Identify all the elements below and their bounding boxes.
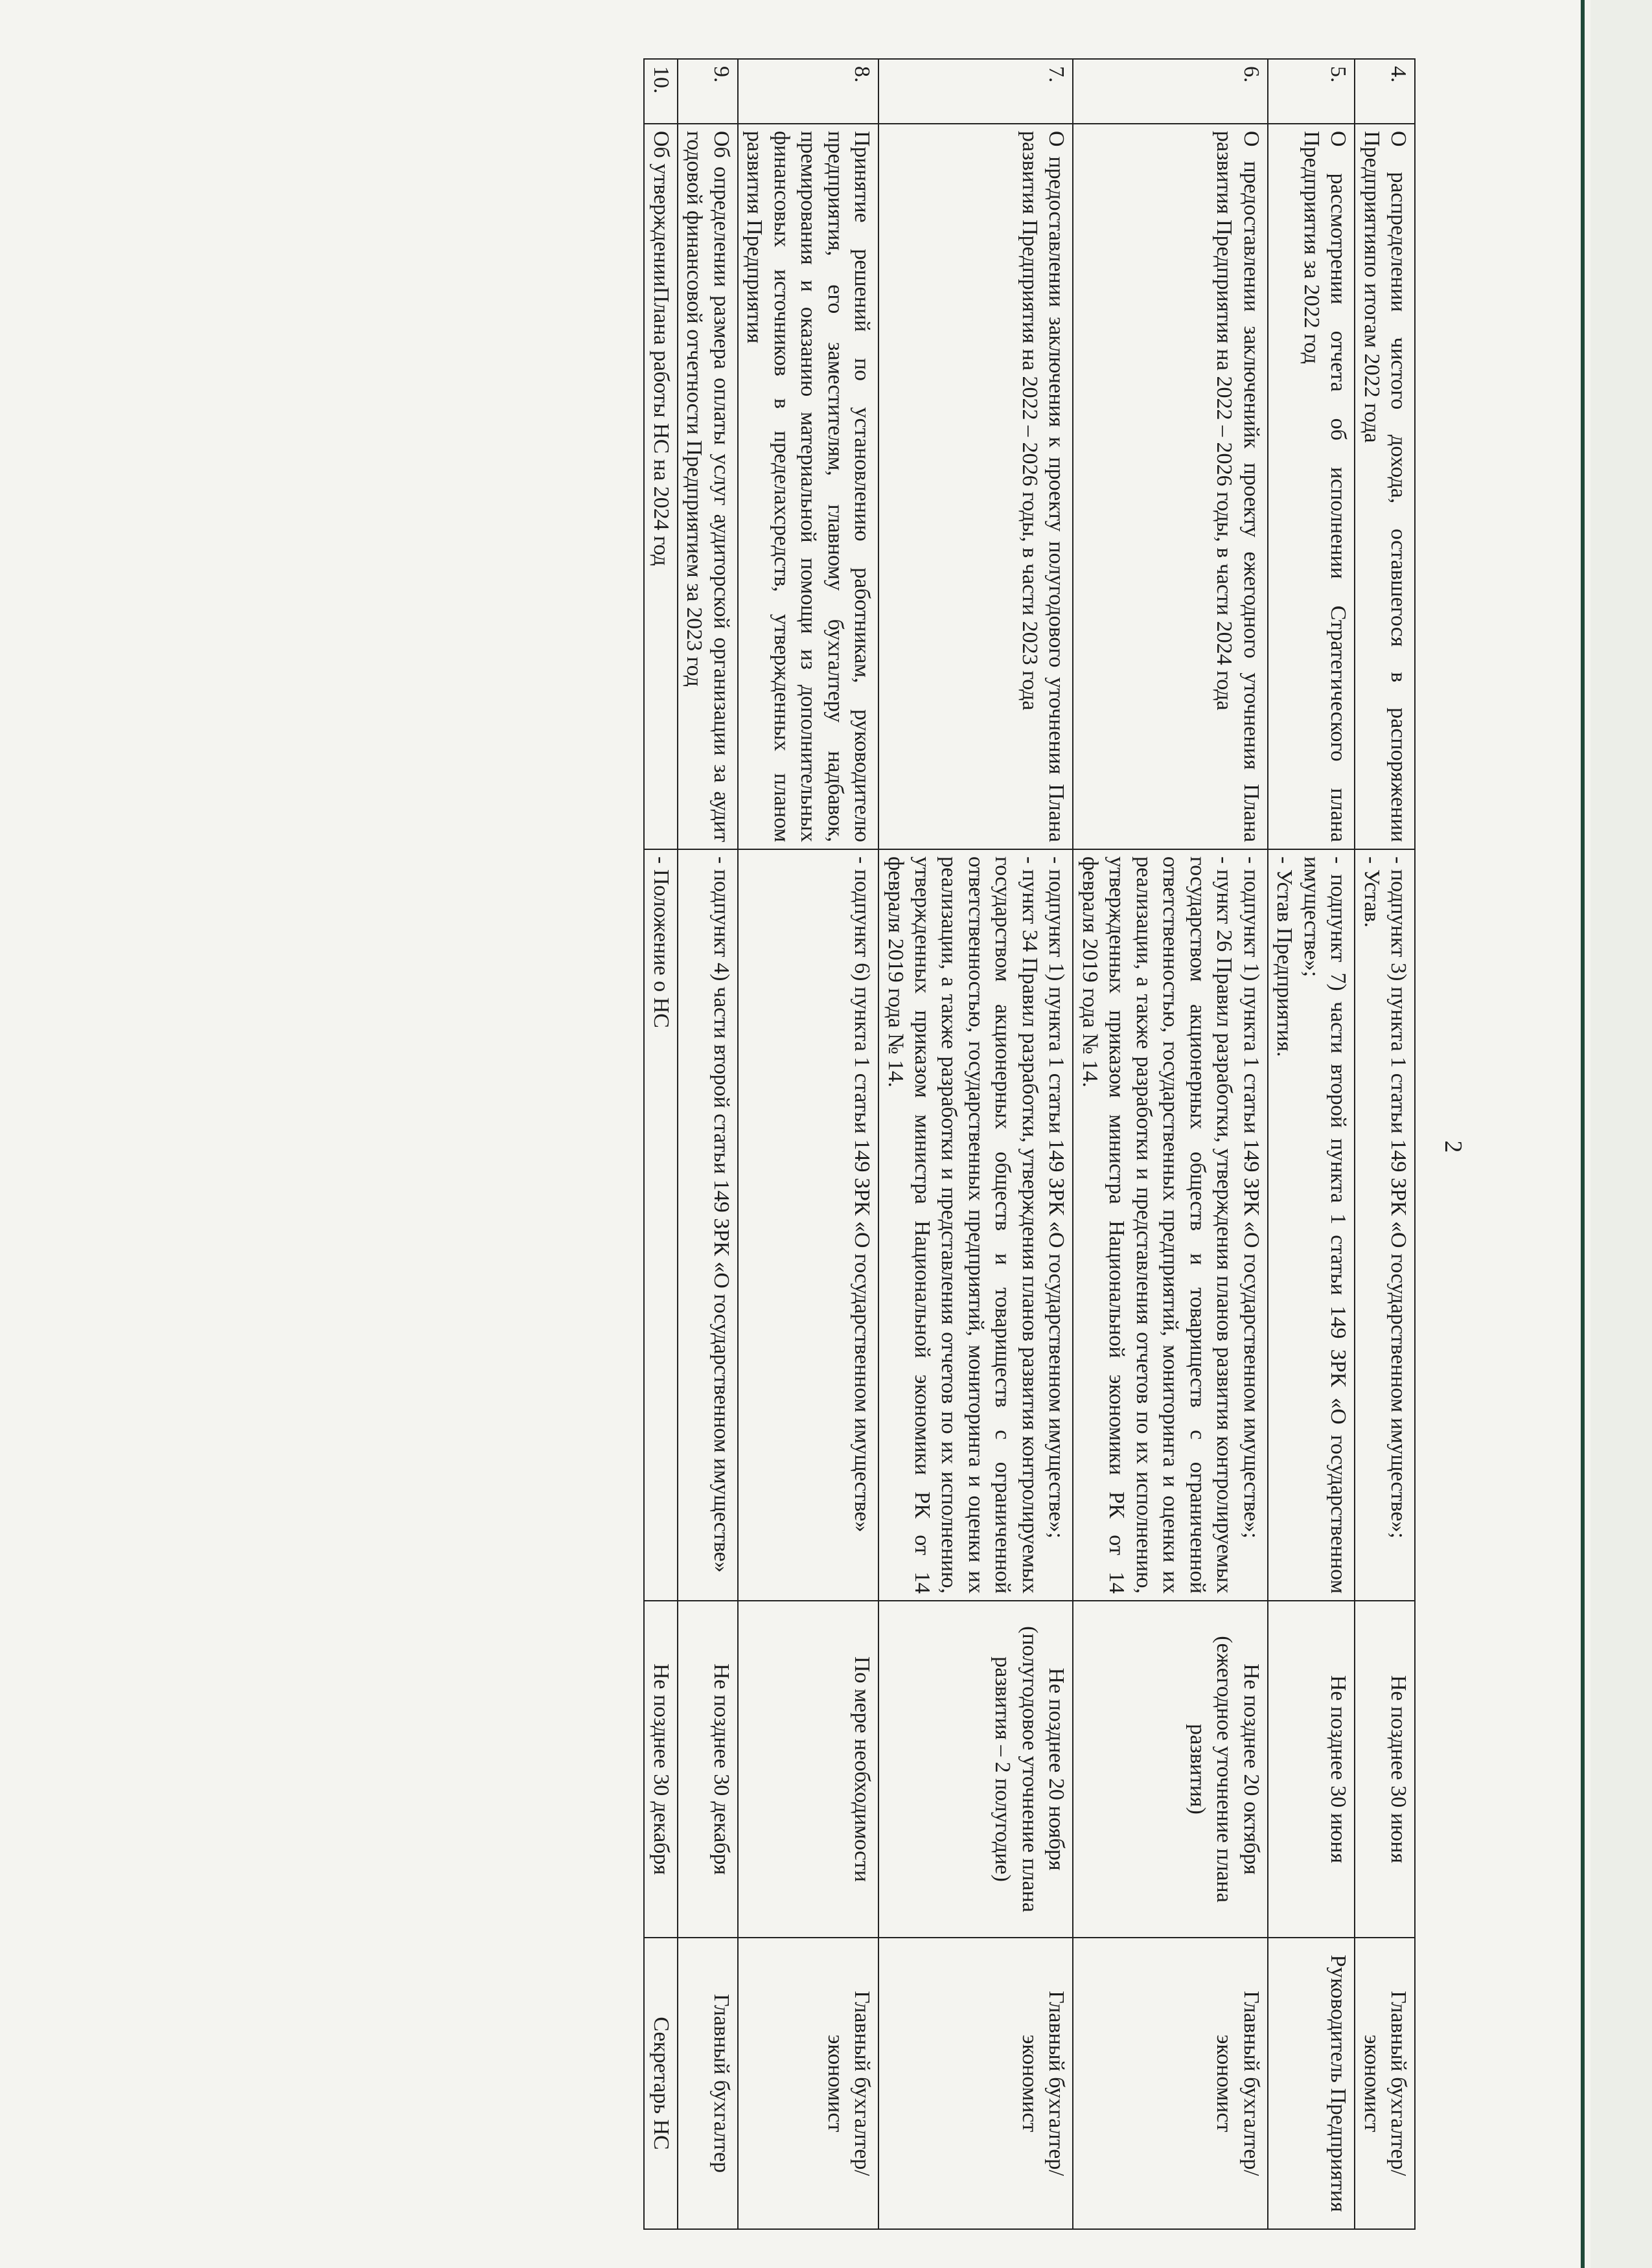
responsible-person-cell xyxy=(738,1938,878,2229)
agenda-topic-cell xyxy=(1355,124,1415,849)
deadline-text: Не позднее 30 июня xyxy=(1386,1675,1410,1864)
work-plan-table xyxy=(643,58,1416,2230)
deadline-text: (полугодовое уточнение плана развития – 2 полугодие) xyxy=(991,1626,1042,1912)
legal-basis-text: - Положение о НС xyxy=(648,856,673,1028)
agenda-topic-cell xyxy=(1268,124,1355,849)
deadline-cell xyxy=(1268,1601,1355,1938)
legal-basis-cell xyxy=(644,849,677,1601)
agenda-topic-text: О предоставлении заключения к проекту полугодового уточнения Плана развития Предприятия на 2022 – 2026 годы, в части 2023 года xyxy=(1017,131,1069,842)
page-number: 2 xyxy=(1440,1140,1467,1153)
scan-edge-line xyxy=(1581,0,1585,2268)
table-row xyxy=(678,59,738,2229)
row-number: 4. xyxy=(1355,59,1415,124)
agenda-topic-cell xyxy=(878,124,1073,849)
responsible-person-text: Главный бухгалтер/экономист xyxy=(1359,1991,1410,2176)
legal-basis-text: - Устав Предприятия. xyxy=(1272,856,1297,1057)
row-number: 8. xyxy=(738,59,878,124)
deadline-cell xyxy=(878,1601,1073,1938)
deadline-text: Не позднее 30 декабря xyxy=(709,1663,733,1875)
agenda-topic-text: О рассмотрении отчета об исполнении Стратегического плана Предприятия за 2022 год xyxy=(1299,131,1351,842)
legal-basis-cell xyxy=(1355,849,1415,1601)
legal-basis-cell xyxy=(678,849,738,1601)
table-row xyxy=(644,59,677,2229)
row-number: 9. xyxy=(678,59,738,124)
legal-basis-text: - подпункт 7) части второй пункта 1 статьи 149 ЗРК «О государственном имуществе»; xyxy=(1299,856,1351,1594)
deadline-text: Не позднее 30 декабря xyxy=(648,1663,673,1875)
deadline-cell xyxy=(678,1601,738,1938)
deadline-cell xyxy=(644,1601,677,1938)
table-row xyxy=(1268,59,1355,2229)
agenda-topic-text: Об утвержденииПлана работы НС на 2024 год xyxy=(648,131,673,566)
agenda-topic-cell xyxy=(644,124,677,849)
agenda-topic-cell xyxy=(1073,124,1267,849)
row-number: 5. xyxy=(1268,59,1355,124)
responsible-person-text: Руководитель Предприятия xyxy=(1326,1954,1351,2212)
responsible-person-text: Главный бухгалтер/экономист xyxy=(1212,1991,1263,2176)
responsible-person-text: Главный бухгалтер xyxy=(709,1993,733,2173)
legal-basis-text: - пункт 34 Правил разработки, утверждения планов развития контролируемых государством акционерных обществ и товариществ с ограниченной ответственностью, государственных предприятий, мониторинга и оценки их реализации, а также разработки и представления отчетов по их исполнению, утвержденных приказом министра Национальной экономики РК от 14 февраля 2019 года № 14. xyxy=(883,856,1042,1594)
responsible-person-text: Секретарь НС xyxy=(648,2017,673,2150)
legal-basis-text: - Устав. xyxy=(1359,856,1384,928)
legal-basis-text: - подпункт 4) части второй статьи 149 ЗРК «О государственном имуществе» xyxy=(709,856,733,1573)
legal-basis-cell xyxy=(738,849,878,1601)
scan-edge-margin xyxy=(1590,0,1652,2268)
agenda-topic-text: Принятие решений по установлению работникам, руководителю предприятия, его заместителям, главному бухгалтеру надбавок, премирования и оказанию материальной помощи из дополнительных финансовых источников в пределахсредств, утвержденных планом развития Предприятия xyxy=(742,131,875,842)
legal-basis-cell xyxy=(1268,849,1355,1601)
agenda-topic-cell xyxy=(738,124,878,849)
deadline-text: Не позднее 30 июня xyxy=(1326,1675,1351,1864)
legal-basis-text: - пункт 26 Правил разработки, утверждения планов развития контролируемых государством акционерных обществ и товариществ с ограниченной ответственностью, государственных предприятий, мониторинга и оценки их реализации, а также разработки и представления отчетов по их исполнению, утвержденных приказом министра Национальной экономики РК от 14 февраля 2019 года № 14. xyxy=(1077,856,1237,1594)
deadline-text: (ежегодное уточнение плана развития) xyxy=(1185,1636,1237,1903)
deadline-cell xyxy=(1355,1601,1415,1938)
row-number: 7. xyxy=(878,59,1073,124)
deadline-cell xyxy=(738,1601,878,1938)
legal-basis-text: - подпункт 1) пункта 1 статьи 149 ЗРК «О государственном имуществе»; xyxy=(1044,856,1069,1539)
agenda-topic-text: О предоставлении заключенийк проекту ежегодного уточнения Плана развития Предприятия на 2022 – 2026 годы, в части 2024 года xyxy=(1212,131,1263,842)
responsible-person-cell xyxy=(644,1938,677,2229)
legal-basis-text: - подпункт 3) пункта 1 статьи 149 ЗРК «О государственном имуществе»; xyxy=(1386,856,1410,1539)
work-plan-table-body xyxy=(644,59,1415,2229)
legal-basis-text: - подпункт 1) пункта 1 статьи 149 ЗРК «О государственном имуществе»; xyxy=(1239,856,1263,1539)
responsible-person-cell xyxy=(1355,1938,1415,2229)
agenda-topic-text: О распределении чистого дохода, оставшегося в распоряжении Предприятияпо итогам 2022 года xyxy=(1359,131,1410,842)
row-number: 6. xyxy=(1073,59,1267,124)
deadline-text: По мере необходимости xyxy=(850,1656,875,1883)
legal-basis-cell xyxy=(1073,849,1267,1601)
rotated-document-content xyxy=(301,58,1467,2228)
agenda-topic-cell xyxy=(678,124,738,849)
responsible-person-cell xyxy=(1268,1938,1355,2229)
deadline-text: Не позднее 20 ноября xyxy=(1044,1667,1069,1871)
agenda-topic-text: Об определении размера оплаты услуг аудиторской организации за аудит годовой финансовой отчетности Предприятием за 2023 год xyxy=(682,131,733,842)
table-row xyxy=(1073,59,1267,2229)
table-row xyxy=(878,59,1073,2229)
deadline-text: Не позднее 20 октября xyxy=(1239,1664,1263,1875)
row-number: 10. xyxy=(644,59,677,124)
legal-basis-text: - подпункт 6) пункта 1 статьи 149 ЗРК «О государственном имуществе» xyxy=(850,856,875,1533)
legal-basis-cell xyxy=(878,849,1073,1601)
responsible-person-text: Главный бухгалтер/экономист xyxy=(1017,1991,1069,2176)
responsible-person-cell xyxy=(678,1938,738,2229)
table-row xyxy=(1355,59,1415,2229)
responsible-person-cell xyxy=(1073,1938,1267,2229)
responsible-person-cell xyxy=(878,1938,1073,2229)
responsible-person-text: Главный бухгалтер/экономист xyxy=(823,1991,875,2176)
table-row xyxy=(738,59,878,2229)
deadline-cell xyxy=(1073,1601,1267,1938)
